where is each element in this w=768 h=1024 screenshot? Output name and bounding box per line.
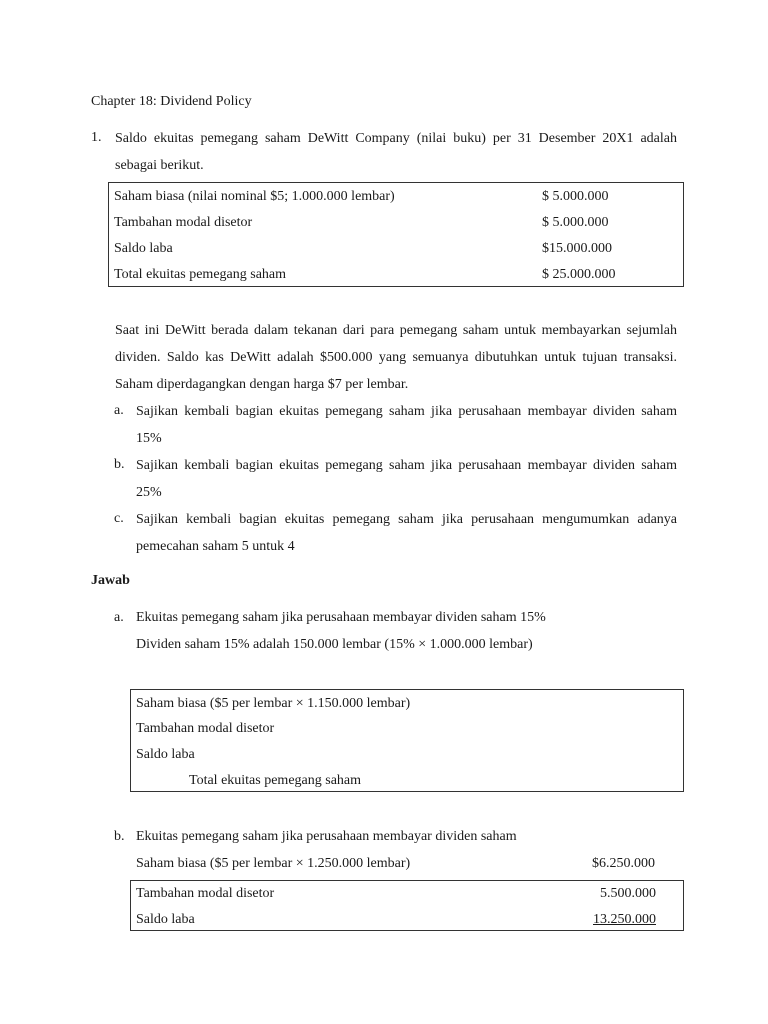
answer-a-letter: a. (114, 610, 124, 625)
table-cell-label: Tambahan modal disetor (114, 215, 253, 230)
answer-b-table (130, 880, 684, 931)
table-cell-label: Tambahan modal disetor (136, 721, 275, 736)
table-row (109, 209, 683, 236)
table-cell-value: $ 25.000.000 (542, 267, 616, 282)
table-row (131, 767, 683, 794)
table-row (131, 906, 683, 933)
table-cell-label: Total ekuitas pemegang saham (189, 773, 362, 788)
question-number: 1. (91, 130, 102, 145)
table-cell-label: Saham biasa (nilai nominal $5; 1.000.000 lembar) (114, 189, 395, 204)
part-text: Sajikan kembali bagian ekuitas pemegang saham jika perusahaan membayar dividen saham 15% (136, 404, 677, 446)
answer-heading: Jawab (91, 573, 130, 588)
chapter-title: Chapter 18: Dividend Policy (91, 94, 252, 109)
answer-a-note: Dividen saham 15% adalah 150.000 lembar (15% × 1.000.000 lembar) (136, 637, 533, 652)
table-cell-value: $15.000.000 (542, 241, 612, 256)
answer-b-line-value: $6.250.000 (592, 856, 655, 871)
answer-b-title: Ekuitas pemegang saham jika perusahaan membayar dividen saham (136, 829, 517, 844)
part-letter: b. (114, 457, 125, 472)
table-row (131, 741, 683, 768)
table-cell-label: Tambahan modal disetor (136, 886, 275, 901)
table-row (109, 183, 683, 210)
answer-a-title: Ekuitas pemegang saham jika perusahaan membayar dividen saham 15% (136, 610, 546, 625)
table-cell-label: Saldo laba (136, 912, 195, 927)
answer-a-table (130, 689, 684, 792)
part-letter: c. (114, 511, 124, 526)
table-row (109, 261, 683, 288)
question-intro: Saldo ekuitas pemegang saham DeWitt Company (nilai buku) per 31 Desember 20X1 adalah sebagai berikut. (115, 131, 677, 173)
table-row (109, 235, 683, 262)
equity-table (108, 182, 684, 287)
table-cell-value: $ 5.000.000 (542, 215, 609, 230)
answer-b-letter: b. (114, 829, 125, 844)
table-row (131, 880, 683, 907)
table-row (131, 715, 683, 742)
table-cell-value: 5.500.000 (600, 886, 656, 901)
table-cell-label: Saldo laba (114, 241, 173, 256)
table-row (131, 690, 683, 717)
table-cell-value: 13.250.000 (593, 912, 656, 927)
answer-b-line-label: Saham biasa ($5 per lembar × 1.250.000 lembar) (136, 856, 411, 871)
table-cell-label: Saldo laba (136, 747, 195, 762)
context-paragraph: Saat ini DeWitt berada dalam tekanan dari para pemegang saham untuk membayarkan sejumlah dividen. Saldo kas DeWitt adalah $500.000 yang semuanya dibutuhkan untuk tujuan transaksi. Saham diperdagangkan dengan harga $7 per lembar. (115, 323, 677, 392)
table-cell-label: Total ekuitas pemegang saham (114, 267, 287, 282)
part-text: Sajikan kembali bagian ekuitas pemegang saham jika perusahaan mengumumkan adanya pemecahan saham 5 untuk 4 (136, 512, 677, 554)
table-cell-value: $ 5.000.000 (542, 189, 609, 204)
part-text: Sajikan kembali bagian ekuitas pemegang saham jika perusahaan membayar dividen saham 25% (136, 458, 677, 500)
table-cell-label: Saham biasa ($5 per lembar × 1.150.000 lembar) (136, 696, 411, 711)
part-letter: a. (114, 403, 124, 418)
